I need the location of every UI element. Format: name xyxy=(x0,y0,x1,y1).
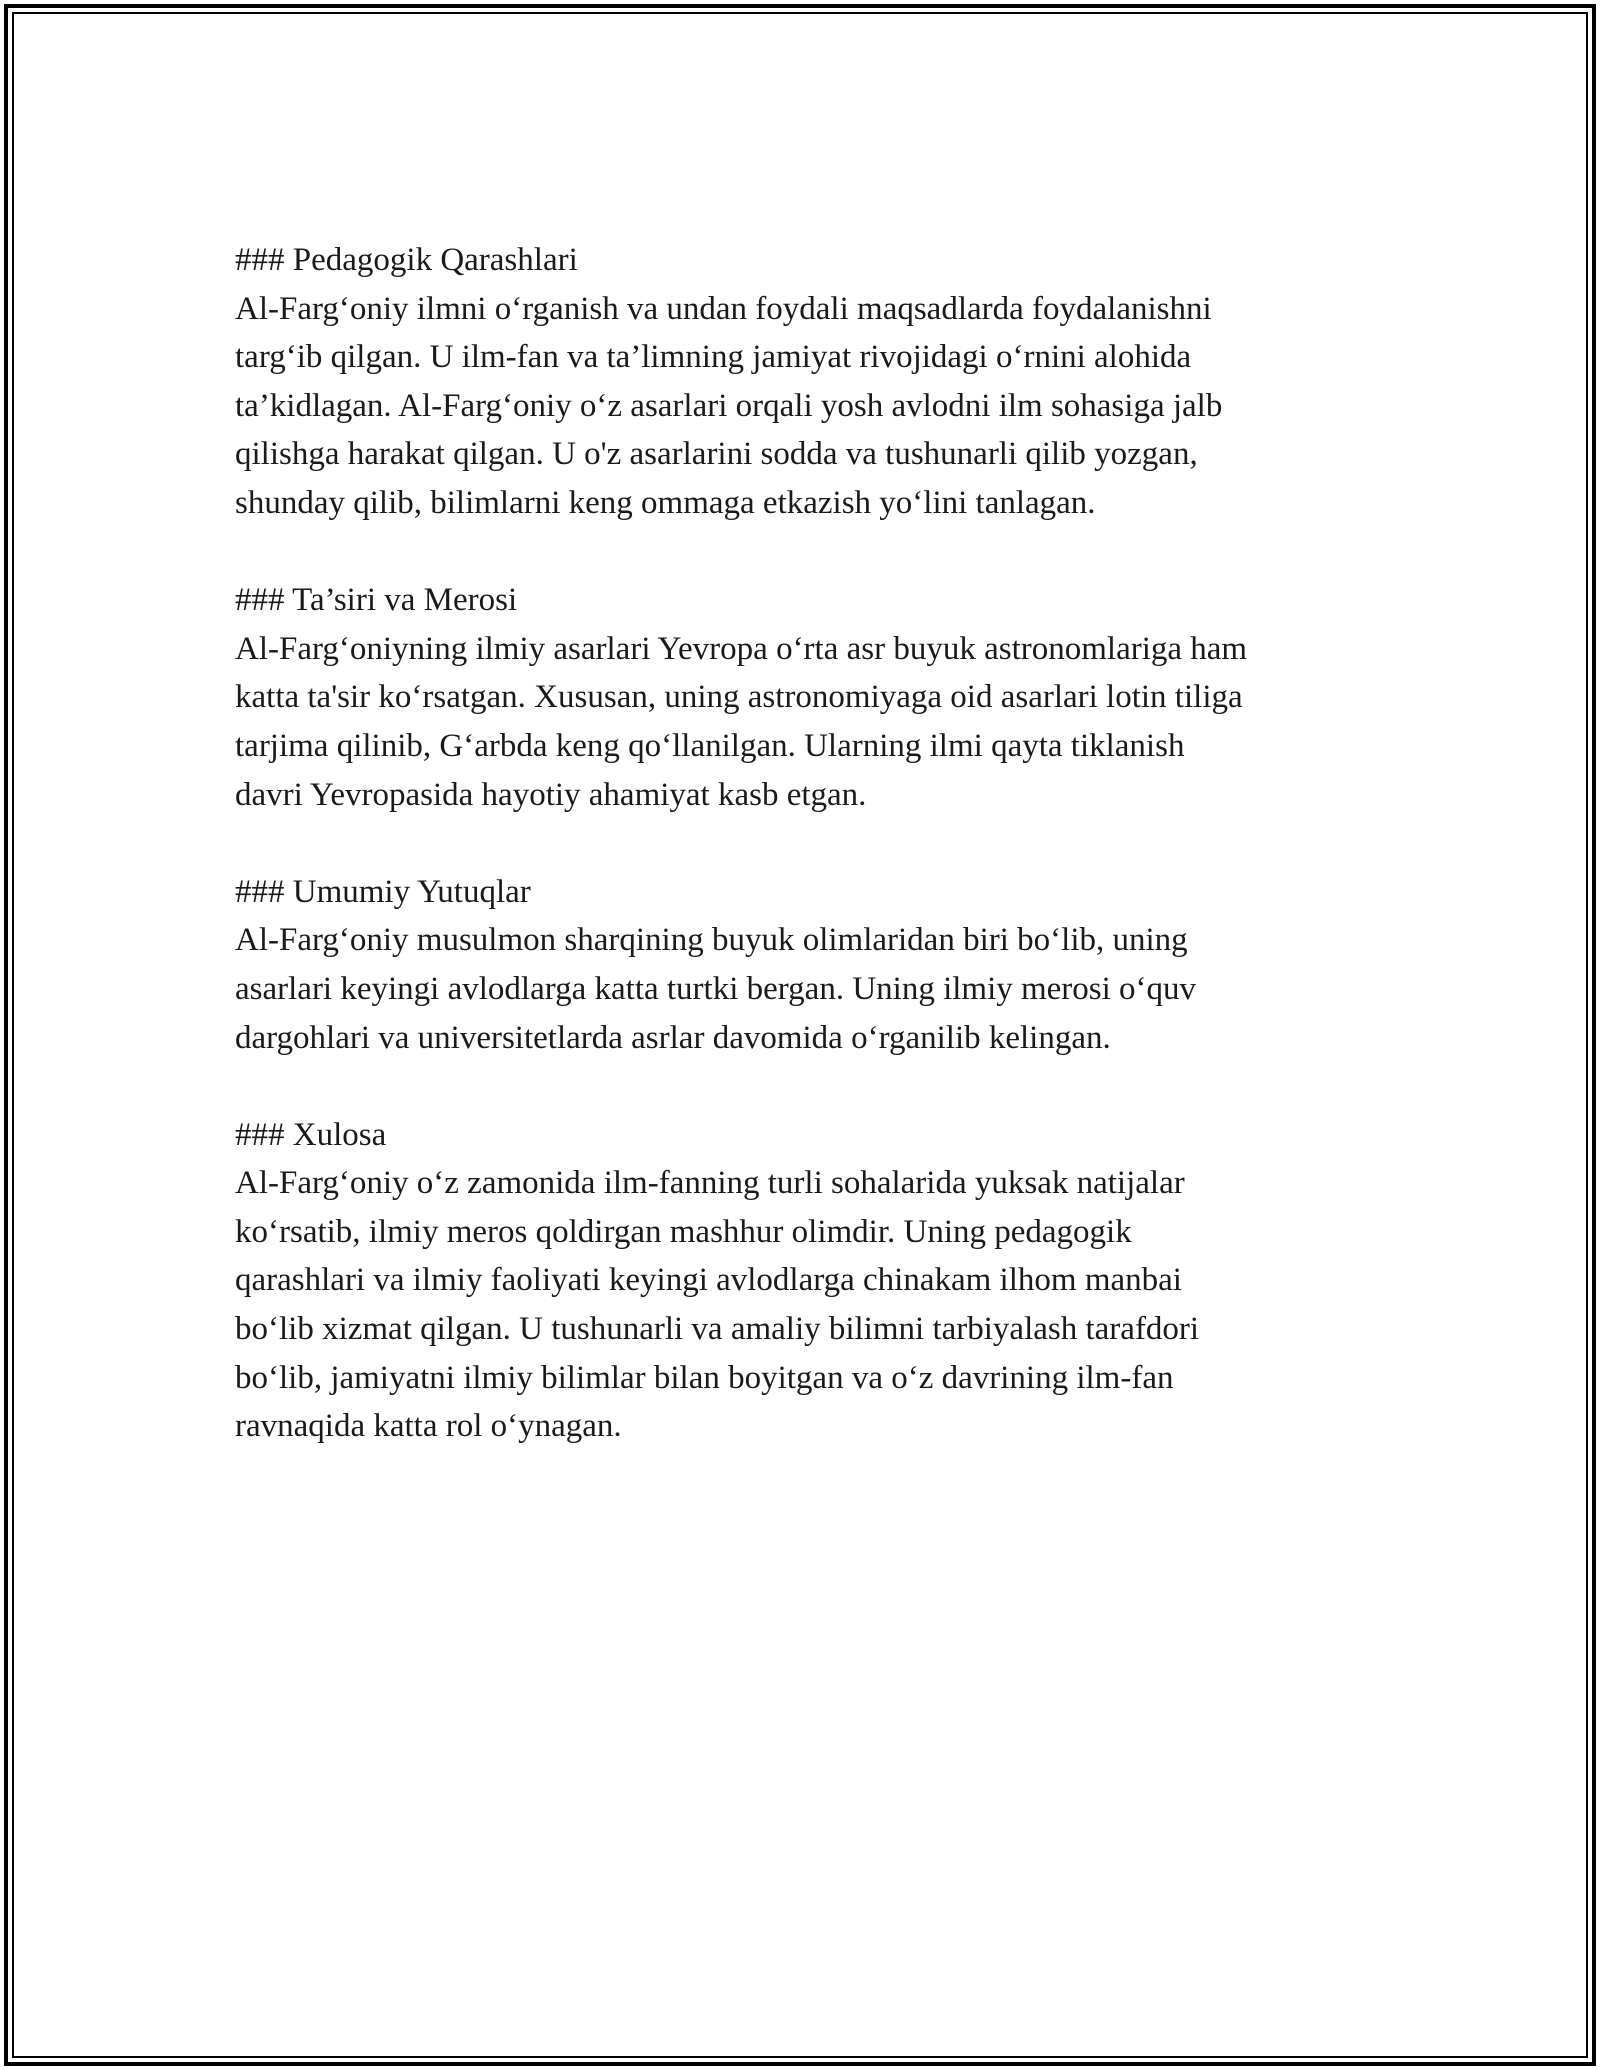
section-xulosa xyxy=(235,1111,1395,1451)
section-umumiy-yutuqlar xyxy=(235,868,1395,1062)
section-pedagogik-qarashlari xyxy=(235,236,1395,528)
section-paragraph: Al-Farg‘oniy musulmon sharqining buyuk olimlaridan biri bo‘lib, uning asarlari keyingi avlodlarga katta turtki bergan. Uning ilmiy merosi o‘quv dargohlari va universitetlarda asrlar davomida o‘rganilib kelingan. xyxy=(235,922,1197,1056)
section-heading: ### Xulosa xyxy=(235,1116,387,1153)
section-tasiri-va-merosi xyxy=(235,576,1395,819)
section-heading: ### Ta’siri va Merosi xyxy=(235,582,518,619)
section-paragraph: Al-Farg‘oniy ilmni o‘rganish va undan foydali maqsadlarda foydalanishni targ‘ib qilgan. U ilm-fan va ta’limning jamiyat rivojidagi o‘rnini alohida ta’kidlagan. Al-Farg‘oniy o‘z asarlari orqali yosh avlodni ilm sohasiga jalb qilishga harakat qilgan. U o'z asarlarini sodda va tushunarli qilib yozgan, shunday qilib, bilimlarni keng ommaga etkazish yo‘lini tanlagan. xyxy=(235,290,1223,521)
section-heading: ### Umumiy Yutuqlar xyxy=(235,873,531,910)
section-paragraph: Al-Farg‘oniy o‘z zamonida ilm-fanning turli sohalarida yuksak natijalar ko‘rsatib, ilmiy meros qoldirgan mashhur olimdir. Uning pedagogik qarashlari va ilmiy faoliyati keyingi avlodlarga chinakam ilhom manbai bo‘lib xizmat qilgan. U tushunarli va amaliy bilimni tarbiyalash tarafdori bo‘lib, jamiyatni ilmiy bilimlar bilan boyitgan va o‘z davrining ilm-fan ravnaqida katta rol o‘ynagan. xyxy=(235,1165,1200,1445)
document-body xyxy=(235,236,1395,1499)
section-heading: ### Pedagogik Qarashlari xyxy=(235,242,578,278)
section-paragraph: Al-Farg‘oniyning ilmiy asarlari Yevropa o‘rta asr buyuk astronomlariga ham katta ta'sir ko‘rsatgan. Xususan, uning astronomiyaga oid asarlari lotin tiliga tarjima qilinib, G‘arbda keng qo‘llanilgan. Ularning ilmi qayta tiklanish davri Yevropasida hayotiy ahamiyat kasb etgan. xyxy=(235,630,1248,813)
